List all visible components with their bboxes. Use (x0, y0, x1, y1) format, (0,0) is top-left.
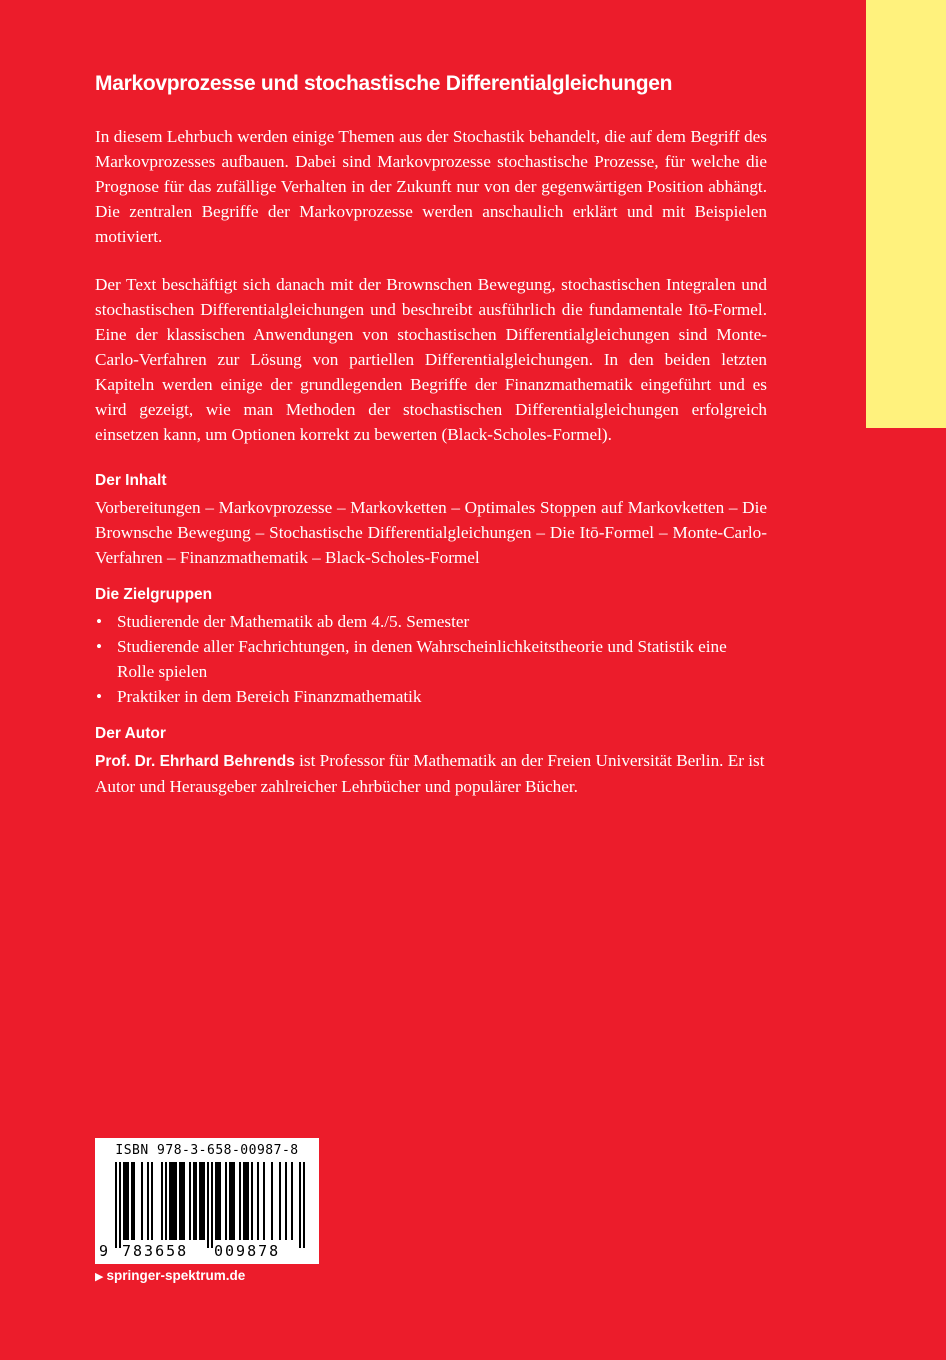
barcode-bar (285, 1162, 287, 1240)
barcode-bar (279, 1162, 281, 1240)
barcode-bar (119, 1162, 121, 1248)
barcode-bar (231, 1162, 233, 1240)
content-text: Vorbereitungen – Markovprozesse – Markovketten – Optimales Stoppen auf Markovketten – Die Brownsche Bewegung – Stochastische Differentialgleichungen – Die Itō-Formel – Monte-Carlo-Verfahren – Finanzmathematik – Black-Scholes-Formel (95, 498, 767, 567)
barcode-bar (303, 1162, 305, 1248)
list-item-text: Studierende der Mathematik ab dem 4./5. Semester (117, 612, 470, 631)
barcode-bar (169, 1162, 171, 1240)
content-section (95, 470, 767, 570)
barcode-bar (175, 1162, 177, 1240)
barcode-bar (199, 1162, 201, 1240)
barcode-bar (133, 1162, 135, 1240)
barcode-bar (299, 1162, 301, 1248)
author-section (95, 723, 767, 799)
barcode-bar (183, 1162, 185, 1240)
barcode-bar (161, 1162, 163, 1240)
accent-strip (866, 0, 946, 428)
publisher-link[interactable] (95, 1268, 245, 1283)
bullet-icon: • (96, 687, 103, 706)
barcode-bar (271, 1162, 273, 1240)
barcode-bar (189, 1162, 191, 1240)
list-item (95, 609, 767, 634)
barcode-bar (141, 1162, 143, 1240)
publisher-url: springer-spektrum.de (106, 1268, 246, 1283)
author-heading: Der Autor (95, 725, 166, 742)
barcode-bar (131, 1162, 133, 1240)
intro-paragraph-1: In diesem Lehrbuch werden einige Themen aus der Stochastik behandelt, die auf dem Begriff des Markovprozesses aufbauen. Dabei sind Markovprozesse stochastische Prozesse, für welche die Prognose für das zufällige Verhalten in der Zukunft nur von der gegenwärtigen Position abhängt. Die zentralen Begriffe der Markovprozesse werden anschaulich erklärt und mit Beispielen motiviert. (95, 127, 767, 246)
bullet-icon: • (96, 612, 103, 631)
ean-right-group: 009878 (214, 1242, 281, 1260)
barcode-bar (201, 1162, 203, 1240)
author-name: Prof. Dr. Ehrhard Behrends (95, 753, 295, 770)
list-item-text: Praktiker in dem Bereich Finanzmathematik (117, 687, 422, 706)
barcode-bar (195, 1162, 197, 1240)
isbn-label: ISBN 978-3-658-00987-8 (115, 1143, 299, 1158)
barcode-bar (291, 1162, 293, 1240)
barcode-bar (181, 1162, 183, 1240)
ean-left-group: 783658 (122, 1242, 189, 1260)
arrow-right-icon: ▶ (95, 1271, 104, 1283)
barcode-bar (165, 1162, 167, 1240)
barcode-bar (233, 1162, 235, 1240)
barcode-bar (247, 1162, 249, 1240)
barcode-bar (245, 1162, 247, 1240)
target-section (95, 584, 767, 709)
barcode-bar (219, 1162, 221, 1240)
content-heading: Der Inhalt (95, 472, 167, 489)
barcode-bar (173, 1162, 175, 1240)
barcode-bar (179, 1162, 181, 1240)
list-item-text: Studierende aller Fachrichtungen, in denen Wahrscheinlichkeitstheorie und Statistik eine Rolle spielen (117, 637, 727, 681)
barcode-bar (251, 1162, 253, 1240)
barcode-bar (215, 1162, 217, 1240)
author-bio: ist Professor für Mathematik an der Freien Universität Berlin. Er ist Autor und Herausgeber zahlreicher Lehrbücher und populärer Bücher. (95, 751, 765, 796)
author-text (95, 748, 767, 799)
target-heading: Die Zielgruppen (95, 586, 213, 603)
barcode-bar (225, 1162, 227, 1240)
back-cover-text (95, 70, 767, 813)
barcode-bar (243, 1162, 245, 1240)
barcode-bar (125, 1162, 127, 1240)
intro-paragraph-2: Der Text beschäftigt sich danach mit der Brownschen Bewegung, stochastischen Integralen und stochastischen Differentialgleichungen und beschreibt ausführlich die fundamentale Itō-Formel. Eine der klassischen Anwendungen von stochastischen Differentialgleichungen sind Monte-Carlo-Verfahren zur Lösung von partiellen Differentialgleichungen. In den beiden letzten Kapiteln werden einige der grundlegenden Begriffe der Finanzmathematik eingeführt und es wird gezeigt, wie man Methoden der stochastischen Differentialgleichungen erfolgreich einsetzen kann, um Optionen korrekt zu bewerten (Black-Scholes-Formel). (95, 275, 767, 444)
barcode-bar (115, 1162, 117, 1248)
barcode-bar (257, 1162, 259, 1240)
barcode-bar (123, 1162, 125, 1240)
barcode-bar (211, 1162, 213, 1248)
barcode-bar (171, 1162, 173, 1240)
barcode-bar (217, 1162, 219, 1240)
bullet-icon: • (96, 637, 103, 656)
barcode-bar (151, 1162, 153, 1240)
target-list (95, 609, 767, 709)
book-title: Markovprozesse und stochastische Differentialgleichungen (95, 72, 673, 95)
barcode-bar (229, 1162, 231, 1240)
list-item (95, 684, 767, 709)
barcode-bar (263, 1162, 265, 1240)
barcode-bar (147, 1162, 149, 1240)
barcode-bar (127, 1162, 129, 1240)
barcode-bar (207, 1162, 209, 1248)
barcode-bar (193, 1162, 195, 1240)
barcode (95, 1138, 319, 1264)
barcode-bar (239, 1162, 241, 1240)
list-item (95, 634, 767, 684)
barcode-bar (203, 1162, 205, 1240)
ean-first-digit: 9 (99, 1242, 109, 1260)
